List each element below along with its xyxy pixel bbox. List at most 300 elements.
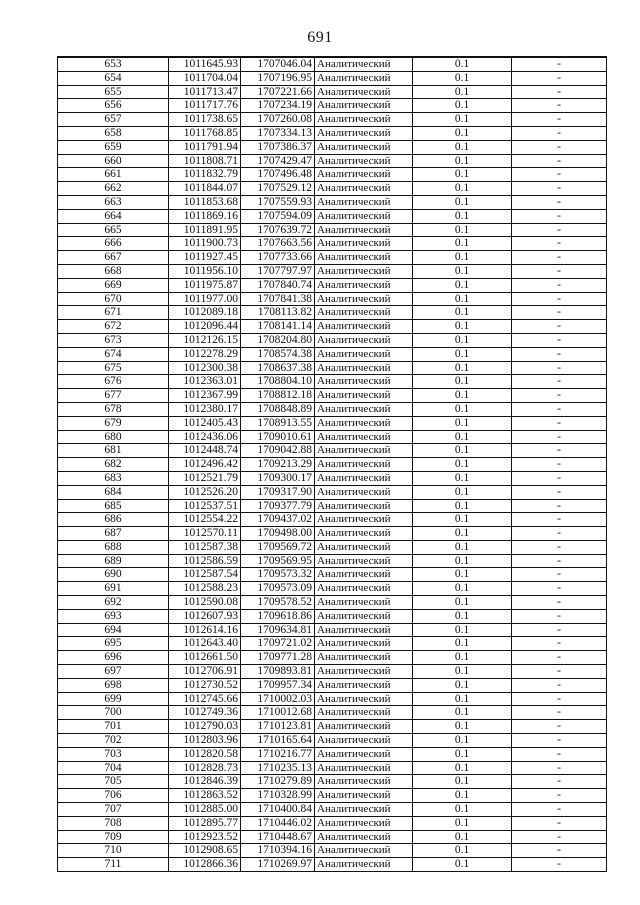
point-number-cell: 659 (58, 140, 169, 154)
method-cell: Аналитический (315, 237, 413, 251)
method-cell: Аналитический (315, 789, 413, 803)
point-number-cell: 654 (58, 71, 169, 85)
method-cell: Аналитический (315, 665, 413, 679)
method-cell: Аналитический (315, 444, 413, 458)
table-row (58, 333, 607, 347)
y-coordinate-cell: 1708913.55 (241, 416, 315, 430)
method-cell: Аналитический (315, 402, 413, 416)
y-coordinate-cell: 1709957.34 (241, 678, 315, 692)
note-cell: - (512, 803, 607, 817)
method-cell: Аналитический (315, 678, 413, 692)
y-coordinate-cell: 1710279.89 (241, 775, 315, 789)
method-cell: Аналитический (315, 623, 413, 637)
method-cell: Аналитический (315, 458, 413, 472)
table-row (58, 858, 607, 872)
y-coordinate-cell: 1708804.10 (241, 375, 315, 389)
accuracy-cell: 0.1 (413, 734, 512, 748)
y-coordinate-cell: 1710328.99 (241, 789, 315, 803)
y-coordinate-cell: 1710165.64 (241, 734, 315, 748)
point-number-cell: 711 (58, 858, 169, 872)
y-coordinate-cell: 1707594.09 (241, 209, 315, 223)
table-row (58, 775, 607, 789)
table-row (58, 651, 607, 665)
x-coordinate-cell: 1012614.16 (169, 623, 241, 637)
point-number-cell: 679 (58, 416, 169, 430)
note-cell: - (512, 471, 607, 485)
x-coordinate-cell: 1012820.58 (169, 747, 241, 761)
x-coordinate-cell: 1011891.95 (169, 223, 241, 237)
accuracy-cell: 0.1 (413, 513, 512, 527)
y-coordinate-cell: 1707559.93 (241, 195, 315, 209)
x-coordinate-cell: 1011927.45 (169, 251, 241, 265)
method-cell: Аналитический (315, 540, 413, 554)
table-row (58, 278, 607, 292)
table-row (58, 251, 607, 265)
note-cell: - (512, 513, 607, 527)
point-number-cell: 706 (58, 789, 169, 803)
x-coordinate-cell: 1012448.74 (169, 444, 241, 458)
note-cell: - (512, 485, 607, 499)
x-coordinate-cell: 1012586.59 (169, 554, 241, 568)
x-coordinate-cell: 1012537.51 (169, 499, 241, 513)
x-coordinate-cell: 1012096.44 (169, 320, 241, 334)
point-number-cell: 667 (58, 251, 169, 265)
accuracy-cell: 0.1 (413, 747, 512, 761)
table-row (58, 540, 607, 554)
accuracy-cell: 0.1 (413, 582, 512, 596)
point-number-cell: 701 (58, 720, 169, 734)
accuracy-cell: 0.1 (413, 651, 512, 665)
accuracy-cell: 0.1 (413, 154, 512, 168)
point-number-cell: 691 (58, 582, 169, 596)
y-coordinate-cell: 1708637.38 (241, 361, 315, 375)
x-coordinate-cell: 1012367.99 (169, 389, 241, 403)
y-coordinate-cell: 1707840.74 (241, 278, 315, 292)
y-coordinate-cell: 1707046.04 (241, 57, 315, 71)
point-number-cell: 666 (58, 237, 169, 251)
table-row (58, 665, 607, 679)
table-row (58, 223, 607, 237)
point-number-cell: 674 (58, 347, 169, 361)
table-row (58, 126, 607, 140)
accuracy-cell: 0.1 (413, 554, 512, 568)
point-number-cell: 673 (58, 333, 169, 347)
y-coordinate-cell: 1707221.66 (241, 85, 315, 99)
table-row (58, 347, 607, 361)
table-row (58, 803, 607, 817)
method-cell: Аналитический (315, 803, 413, 817)
table-row (58, 113, 607, 127)
accuracy-cell: 0.1 (413, 126, 512, 140)
accuracy-cell: 0.1 (413, 816, 512, 830)
point-number-cell: 657 (58, 113, 169, 127)
note-cell: - (512, 306, 607, 320)
x-coordinate-cell: 1012863.52 (169, 789, 241, 803)
point-number-cell: 665 (58, 223, 169, 237)
note-cell: - (512, 582, 607, 596)
note-cell: - (512, 789, 607, 803)
point-number-cell: 693 (58, 609, 169, 623)
table-row (58, 747, 607, 761)
y-coordinate-cell: 1708574.38 (241, 347, 315, 361)
note-cell: - (512, 830, 607, 844)
y-coordinate-cell: 1707797.97 (241, 264, 315, 278)
accuracy-cell: 0.1 (413, 140, 512, 154)
accuracy-cell: 0.1 (413, 278, 512, 292)
accuracy-cell: 0.1 (413, 444, 512, 458)
method-cell: Аналитический (315, 858, 413, 872)
table-row (58, 554, 607, 568)
accuracy-cell: 0.1 (413, 347, 512, 361)
point-number-cell: 699 (58, 692, 169, 706)
table-row (58, 182, 607, 196)
method-cell: Аналитический (315, 596, 413, 610)
x-coordinate-cell: 1012730.52 (169, 678, 241, 692)
point-number-cell: 707 (58, 803, 169, 817)
x-coordinate-cell: 1011738.65 (169, 113, 241, 127)
y-coordinate-cell: 1708812.18 (241, 389, 315, 403)
note-cell: - (512, 333, 607, 347)
point-number-cell: 702 (58, 734, 169, 748)
note-cell: - (512, 85, 607, 99)
note-cell: - (512, 251, 607, 265)
accuracy-cell: 0.1 (413, 692, 512, 706)
coordinates-table (57, 56, 607, 872)
x-coordinate-cell: 1012380.17 (169, 402, 241, 416)
x-coordinate-cell: 1012570.11 (169, 527, 241, 541)
point-number-cell: 662 (58, 182, 169, 196)
method-cell: Аналитический (315, 582, 413, 596)
point-number-cell: 687 (58, 527, 169, 541)
accuracy-cell: 0.1 (413, 527, 512, 541)
accuracy-cell: 0.1 (413, 678, 512, 692)
y-coordinate-cell: 1710269.97 (241, 858, 315, 872)
accuracy-cell: 0.1 (413, 471, 512, 485)
table-row (58, 168, 607, 182)
x-coordinate-cell: 1012661.50 (169, 651, 241, 665)
point-number-cell: 663 (58, 195, 169, 209)
note-cell: - (512, 706, 607, 720)
note-cell: - (512, 402, 607, 416)
note-cell: - (512, 651, 607, 665)
note-cell: - (512, 568, 607, 582)
table-row (58, 416, 607, 430)
accuracy-cell: 0.1 (413, 803, 512, 817)
table-row (58, 209, 607, 223)
note-cell: - (512, 554, 607, 568)
note-cell: - (512, 320, 607, 334)
point-number-cell: 700 (58, 706, 169, 720)
y-coordinate-cell: 1709618.86 (241, 609, 315, 623)
point-number-cell: 678 (58, 402, 169, 416)
note-cell: - (512, 99, 607, 113)
y-coordinate-cell: 1709569.95 (241, 554, 315, 568)
note-cell: - (512, 126, 607, 140)
accuracy-cell: 0.1 (413, 389, 512, 403)
y-coordinate-cell: 1709498.00 (241, 527, 315, 541)
point-number-cell: 660 (58, 154, 169, 168)
point-number-cell: 661 (58, 168, 169, 182)
x-coordinate-cell: 1012749.36 (169, 706, 241, 720)
point-number-cell: 672 (58, 320, 169, 334)
y-coordinate-cell: 1710235.13 (241, 761, 315, 775)
note-cell: - (512, 637, 607, 651)
x-coordinate-cell: 1012436.06 (169, 430, 241, 444)
point-number-cell: 684 (58, 485, 169, 499)
method-cell: Аналитический (315, 264, 413, 278)
table-row (58, 85, 607, 99)
method-cell: Аналитический (315, 361, 413, 375)
note-cell: - (512, 264, 607, 278)
table-row (58, 195, 607, 209)
y-coordinate-cell: 1707234.19 (241, 99, 315, 113)
table-row (58, 99, 607, 113)
method-cell: Аналитический (315, 734, 413, 748)
method-cell: Аналитический (315, 57, 413, 71)
point-number-cell: 681 (58, 444, 169, 458)
x-coordinate-cell: 1012607.93 (169, 609, 241, 623)
y-coordinate-cell: 1707496.48 (241, 168, 315, 182)
y-coordinate-cell: 1709213.29 (241, 458, 315, 472)
note-cell: - (512, 678, 607, 692)
x-coordinate-cell: 1012908.65 (169, 844, 241, 858)
x-coordinate-cell: 1011791.94 (169, 140, 241, 154)
y-coordinate-cell: 1707260.08 (241, 113, 315, 127)
note-cell: - (512, 278, 607, 292)
x-coordinate-cell: 1012126.15 (169, 333, 241, 347)
method-cell: Аналитический (315, 223, 413, 237)
method-cell: Аналитический (315, 844, 413, 858)
note-cell: - (512, 761, 607, 775)
accuracy-cell: 0.1 (413, 195, 512, 209)
table-row (58, 706, 607, 720)
y-coordinate-cell: 1710400.84 (241, 803, 315, 817)
point-number-cell: 694 (58, 623, 169, 637)
method-cell: Аналитический (315, 113, 413, 127)
x-coordinate-cell: 1011832.79 (169, 168, 241, 182)
x-coordinate-cell: 1012278.29 (169, 347, 241, 361)
accuracy-cell: 0.1 (413, 182, 512, 196)
x-coordinate-cell: 1012745.66 (169, 692, 241, 706)
accuracy-cell: 0.1 (413, 609, 512, 623)
method-cell: Аналитический (315, 637, 413, 651)
y-coordinate-cell: 1708848.89 (241, 402, 315, 416)
method-cell: Аналитический (315, 471, 413, 485)
accuracy-cell: 0.1 (413, 596, 512, 610)
point-number-cell: 677 (58, 389, 169, 403)
x-coordinate-cell: 1011645.93 (169, 57, 241, 71)
accuracy-cell: 0.1 (413, 540, 512, 554)
y-coordinate-cell: 1710002.03 (241, 692, 315, 706)
x-coordinate-cell: 1011704.04 (169, 71, 241, 85)
x-coordinate-cell: 1012885.00 (169, 803, 241, 817)
table-row (58, 458, 607, 472)
point-number-cell: 669 (58, 278, 169, 292)
note-cell: - (512, 720, 607, 734)
note-cell: - (512, 692, 607, 706)
x-coordinate-cell: 1012706.91 (169, 665, 241, 679)
method-cell: Аналитический (315, 761, 413, 775)
accuracy-cell: 0.1 (413, 223, 512, 237)
point-number-cell: 685 (58, 499, 169, 513)
y-coordinate-cell: 1709771.28 (241, 651, 315, 665)
x-coordinate-cell: 1012089.18 (169, 306, 241, 320)
point-number-cell: 688 (58, 540, 169, 554)
x-coordinate-cell: 1011956.10 (169, 264, 241, 278)
note-cell: - (512, 816, 607, 830)
accuracy-cell: 0.1 (413, 320, 512, 334)
x-coordinate-cell: 1011844.07 (169, 182, 241, 196)
accuracy-cell: 0.1 (413, 430, 512, 444)
x-coordinate-cell: 1011808.71 (169, 154, 241, 168)
point-number-cell: 708 (58, 816, 169, 830)
accuracy-cell: 0.1 (413, 264, 512, 278)
point-number-cell: 675 (58, 361, 169, 375)
table-row (58, 292, 607, 306)
method-cell: Аналитический (315, 706, 413, 720)
note-cell: - (512, 140, 607, 154)
table-row (58, 237, 607, 251)
method-cell: Аналитический (315, 692, 413, 706)
accuracy-cell: 0.1 (413, 237, 512, 251)
method-cell: Аналитический (315, 720, 413, 734)
note-cell: - (512, 527, 607, 541)
y-coordinate-cell: 1707529.12 (241, 182, 315, 196)
x-coordinate-cell: 1012300.38 (169, 361, 241, 375)
accuracy-cell: 0.1 (413, 402, 512, 416)
method-cell: Аналитический (315, 499, 413, 513)
point-number-cell: 664 (58, 209, 169, 223)
coordinates-table-body (58, 57, 607, 872)
y-coordinate-cell: 1708204.80 (241, 333, 315, 347)
y-coordinate-cell: 1709010.61 (241, 430, 315, 444)
point-number-cell: 704 (58, 761, 169, 775)
table-row (58, 389, 607, 403)
x-coordinate-cell: 1012588.23 (169, 582, 241, 596)
y-coordinate-cell: 1709042.88 (241, 444, 315, 458)
y-coordinate-cell: 1707733.66 (241, 251, 315, 265)
accuracy-cell: 0.1 (413, 858, 512, 872)
x-coordinate-cell: 1011717.76 (169, 99, 241, 113)
y-coordinate-cell: 1707196.95 (241, 71, 315, 85)
table-row (58, 140, 607, 154)
note-cell: - (512, 430, 607, 444)
point-number-cell: 698 (58, 678, 169, 692)
method-cell: Аналитический (315, 527, 413, 541)
accuracy-cell: 0.1 (413, 375, 512, 389)
x-coordinate-cell: 1012587.54 (169, 568, 241, 582)
y-coordinate-cell: 1709317.90 (241, 485, 315, 499)
x-coordinate-cell: 1011900.73 (169, 237, 241, 251)
accuracy-cell: 0.1 (413, 789, 512, 803)
x-coordinate-cell: 1012895.77 (169, 816, 241, 830)
table-row (58, 306, 607, 320)
x-coordinate-cell: 1012846.39 (169, 775, 241, 789)
y-coordinate-cell: 1707386.37 (241, 140, 315, 154)
accuracy-cell: 0.1 (413, 306, 512, 320)
method-cell: Аналитический (315, 609, 413, 623)
table-row (58, 761, 607, 775)
y-coordinate-cell: 1707334.13 (241, 126, 315, 140)
method-cell: Аналитический (315, 306, 413, 320)
y-coordinate-cell: 1709300.17 (241, 471, 315, 485)
x-coordinate-cell: 1012363.01 (169, 375, 241, 389)
point-number-cell: 690 (58, 568, 169, 582)
note-cell: - (512, 361, 607, 375)
accuracy-cell: 0.1 (413, 706, 512, 720)
method-cell: Аналитический (315, 278, 413, 292)
table-row (58, 361, 607, 375)
method-cell: Аналитический (315, 182, 413, 196)
note-cell: - (512, 623, 607, 637)
point-number-cell: 703 (58, 747, 169, 761)
method-cell: Аналитический (315, 140, 413, 154)
accuracy-cell: 0.1 (413, 292, 512, 306)
y-coordinate-cell: 1707429.47 (241, 154, 315, 168)
accuracy-cell: 0.1 (413, 361, 512, 375)
accuracy-cell: 0.1 (413, 85, 512, 99)
accuracy-cell: 0.1 (413, 623, 512, 637)
accuracy-cell: 0.1 (413, 99, 512, 113)
method-cell: Аналитический (315, 320, 413, 334)
y-coordinate-cell: 1710448.67 (241, 830, 315, 844)
accuracy-cell: 0.1 (413, 499, 512, 513)
method-cell: Аналитический (315, 389, 413, 403)
note-cell: - (512, 858, 607, 872)
x-coordinate-cell: 1012828.73 (169, 761, 241, 775)
x-coordinate-cell: 1012587.38 (169, 540, 241, 554)
table-row (58, 816, 607, 830)
point-number-cell: 709 (58, 830, 169, 844)
x-coordinate-cell: 1012554.22 (169, 513, 241, 527)
table-row (58, 444, 607, 458)
table-row (58, 402, 607, 416)
note-cell: - (512, 734, 607, 748)
x-coordinate-cell: 1012923.52 (169, 830, 241, 844)
note-cell: - (512, 182, 607, 196)
point-number-cell: 710 (58, 844, 169, 858)
point-number-cell: 658 (58, 126, 169, 140)
accuracy-cell: 0.1 (413, 665, 512, 679)
method-cell: Аналитический (315, 513, 413, 527)
method-cell: Аналитический (315, 195, 413, 209)
point-number-cell: 655 (58, 85, 169, 99)
note-cell: - (512, 237, 607, 251)
accuracy-cell: 0.1 (413, 830, 512, 844)
note-cell: - (512, 168, 607, 182)
point-number-cell: 689 (58, 554, 169, 568)
y-coordinate-cell: 1709573.32 (241, 568, 315, 582)
point-number-cell: 695 (58, 637, 169, 651)
point-number-cell: 653 (58, 57, 169, 71)
accuracy-cell: 0.1 (413, 251, 512, 265)
note-cell: - (512, 113, 607, 127)
x-coordinate-cell: 1011853.68 (169, 195, 241, 209)
point-number-cell: 686 (58, 513, 169, 527)
y-coordinate-cell: 1710216.77 (241, 747, 315, 761)
table-row (58, 844, 607, 858)
method-cell: Аналитический (315, 568, 413, 582)
note-cell: - (512, 499, 607, 513)
method-cell: Аналитический (315, 775, 413, 789)
note-cell: - (512, 223, 607, 237)
note-cell: - (512, 747, 607, 761)
method-cell: Аналитический (315, 554, 413, 568)
method-cell: Аналитический (315, 85, 413, 99)
table-row (58, 499, 607, 513)
accuracy-cell: 0.1 (413, 568, 512, 582)
x-coordinate-cell: 1012643.40 (169, 637, 241, 651)
